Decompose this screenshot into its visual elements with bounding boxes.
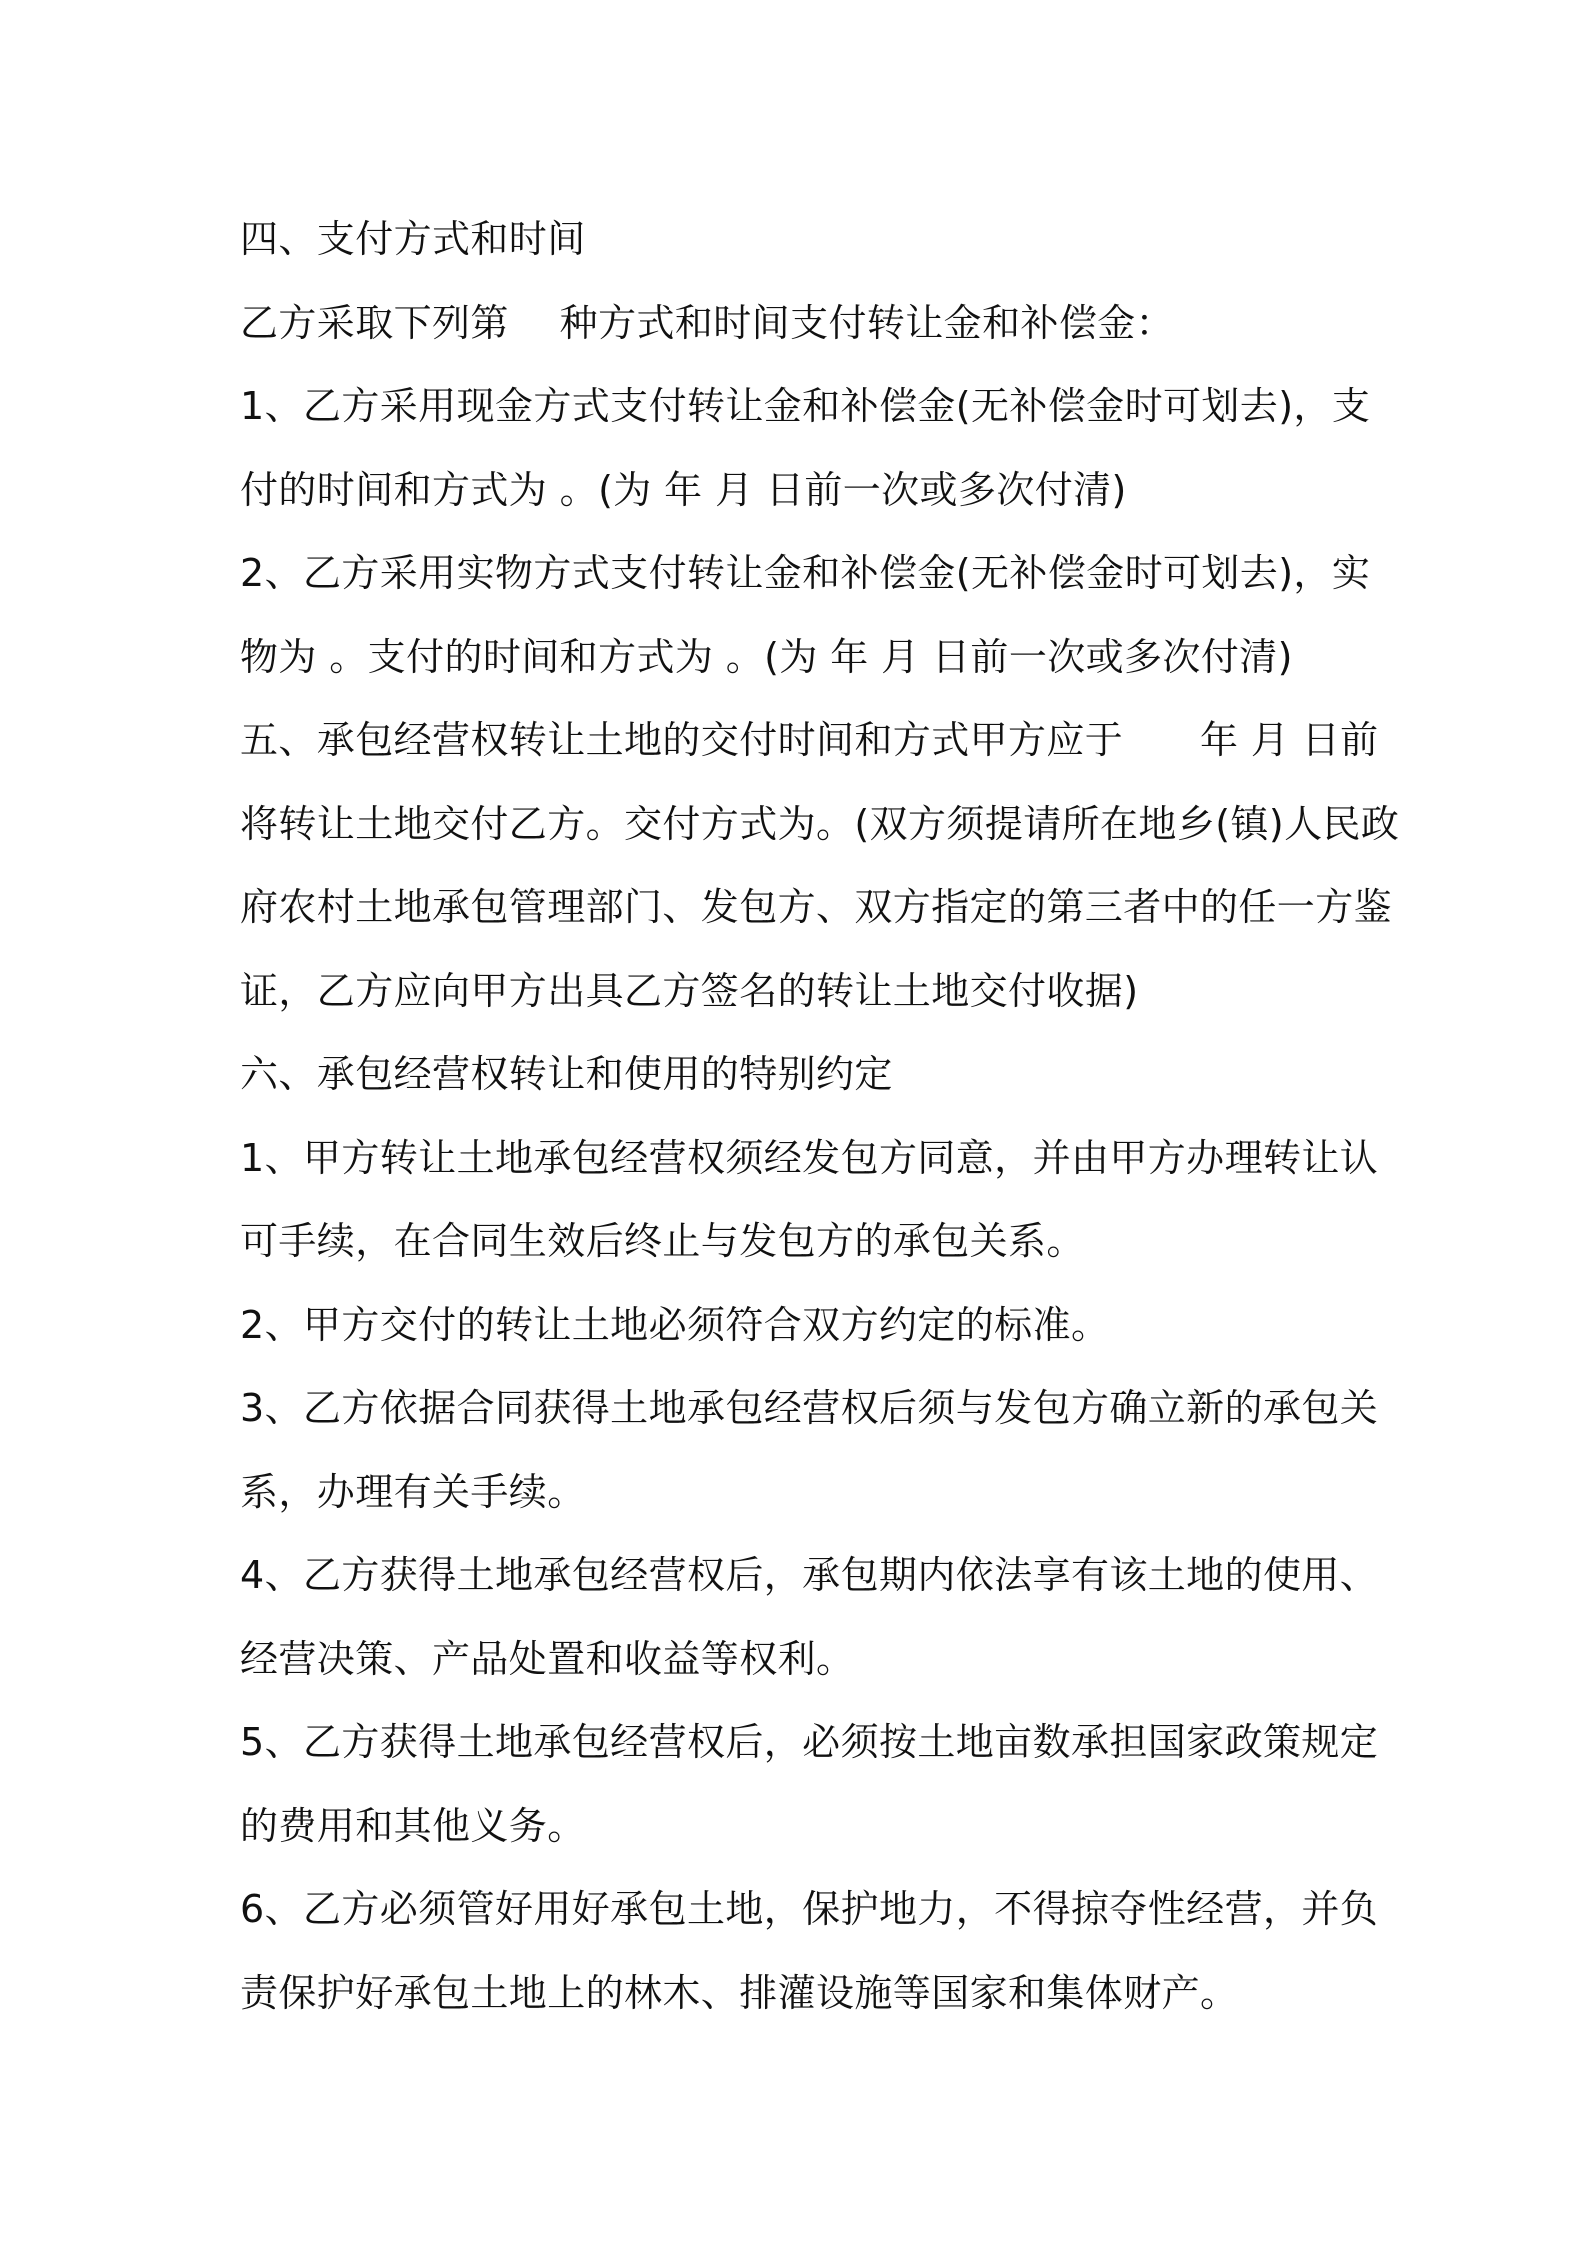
paragraph-line: 3、乙方依据合同获得土地承包经营权后须与发包方确立新的承包关	[240, 1386, 1379, 1430]
paragraph-line: 6、乙方必须管好用好承包土地，保护地力，不得掠夺性经营，并负	[240, 1887, 1379, 1931]
paragraph-line: 1、甲方转让土地承包经营权须经发包方同意，并由甲方办理转让认	[240, 1135, 1379, 1180]
paragraph-line: 2、甲方交付的转让土地必须符合双方约定的标准。	[240, 1302, 1110, 1347]
paragraph-line: 可手续，在合同生效后终止与发包方的承包关系。	[240, 1219, 1085, 1263]
paragraph-line: 乙方采取下列第 种方式和时间支付转让金和补偿金：	[240, 300, 1175, 345]
section-heading-payment: 四、支付方式和时间	[240, 217, 586, 261]
paragraph-line: 4、乙方获得土地承包经营权后，承包期内依法享有该土地的使用、	[240, 1553, 1379, 1597]
paragraph-line: 1、乙方采用现金方式支付转让金和补偿金(无补偿金时可划去)，支	[240, 384, 1371, 428]
paragraph-line: 府农村土地承包管理部门、发包方、双方指定的第三者中的任一方鉴	[240, 885, 1393, 929]
paragraph-line: 将转让土地交付乙方。交付方式为。(双方须提请所在地乡(镇)人民政	[240, 801, 1400, 846]
paragraph-line: 物为 。支付的时间和方式为 。(为 年 月 日前一次或多次付清)	[240, 634, 1293, 679]
paragraph-line: 5、乙方获得土地承包经营权后，必须按土地亩数承担国家政策规定	[240, 1720, 1379, 1764]
paragraph-line: 经营决策、产品处置和收益等权利。	[240, 1636, 855, 1681]
paragraph-line: 付的时间和方式为 。(为 年 月 日前一次或多次付清)	[240, 467, 1127, 512]
paragraph-line: 证，乙方应向甲方出具乙方签名的转让土地交付收据)	[240, 968, 1139, 1013]
section-heading-delivery: 五、承包经营权转让土地的交付时间和方式甲方应于 年 月 日前	[240, 718, 1379, 762]
paragraph-line: 系，办理有关手续。	[240, 1469, 586, 1514]
paragraph-line: 2、乙方采用实物方式支付转让金和补偿金(无补偿金时可划去)，实	[240, 551, 1371, 595]
section-heading-special-terms: 六、承包经营权转让和使用的特别约定	[240, 1052, 893, 1096]
document-body	[240, 198, 1400, 2035]
paragraph-line: 责保护好承包土地上的林木、排灌设施等国家和集体财产。	[240, 1970, 1239, 2015]
paragraph-line: 的费用和其他义务。	[240, 1803, 586, 1848]
